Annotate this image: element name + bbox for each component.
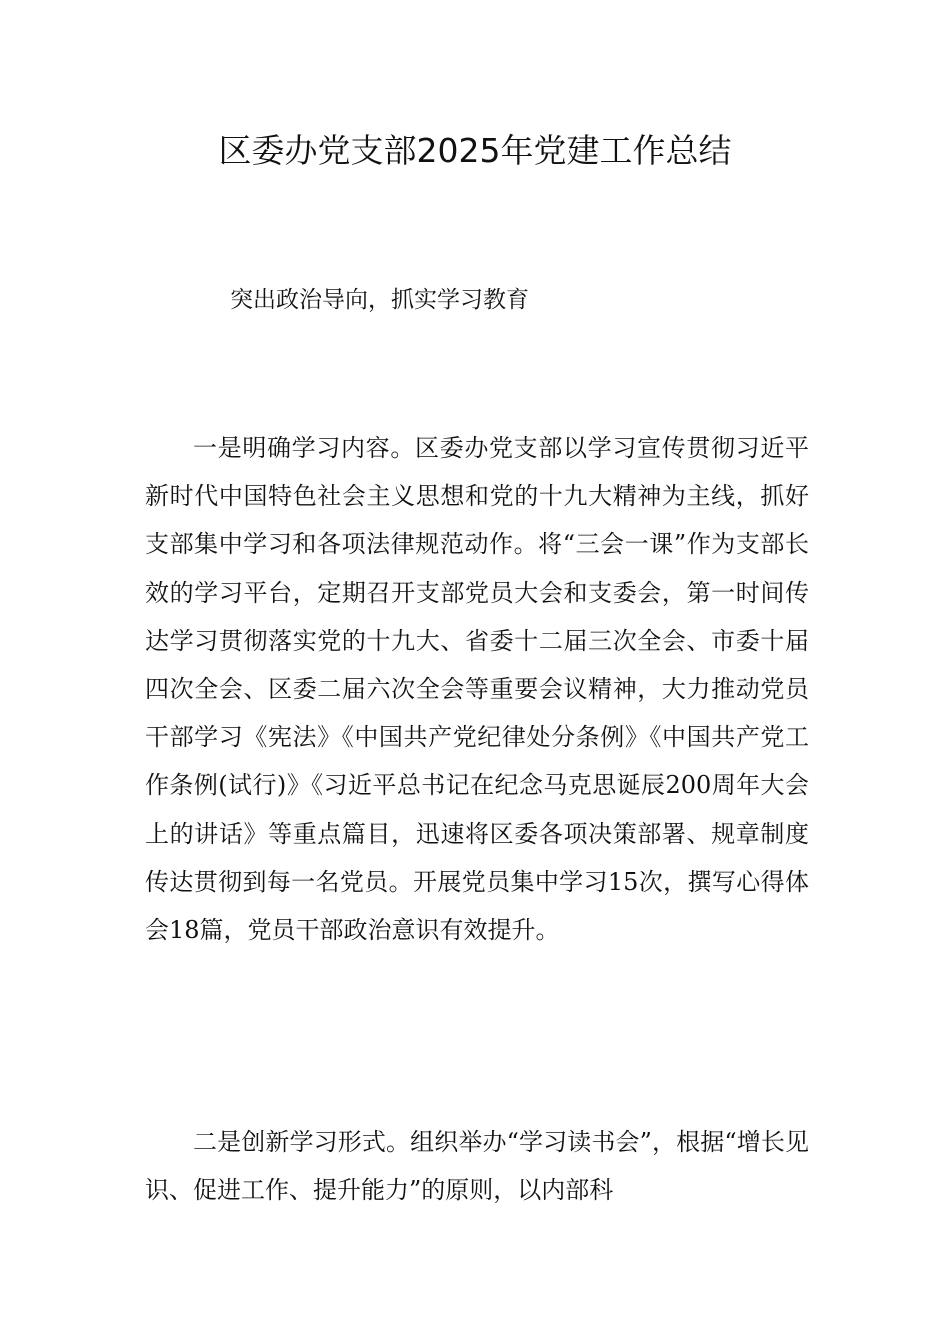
document-title: 区委办党支部2025年党建工作总结 — [218, 131, 732, 170]
section-heading: 突出政治导向，抓实学习教育 — [230, 287, 529, 313]
paragraph-learning-content: 一是明确学习内容。区委办党支部以学习宣传贯彻习近平新时代中国特色社会主义思想和党的十九大精神为主线，抓好支部集中学习和各项法律规范动作。将“三会一课”作为支部长效的学习平台，定期召开支部党员大会和支委会，第一时间传达学习贯彻落实党的十九大、省委十二届三次全会、市委十届四次全会、区委二届六次全会等重要会议精神，大力推动党员干部学习《宪法》《中国共产党纪律处分条例》《中国共产党工作条例(试行)》《习近平总书记在纪念马克思诞辰200周年大会上的讲话》等重点篇目，迅速将区委各项决策部署、规章制度传达贯彻到每一名党员。开展党员集中学习15次，撰写心得体会18篇，党员干部政治意识有效提升。 — [145, 434, 809, 945]
paragraph-learning-form: 二是创新学习形式。组织举办“学习读书会”，根据“增长见识、促进工作、提升能力”的原则，以内部科 — [145, 1128, 809, 1205]
